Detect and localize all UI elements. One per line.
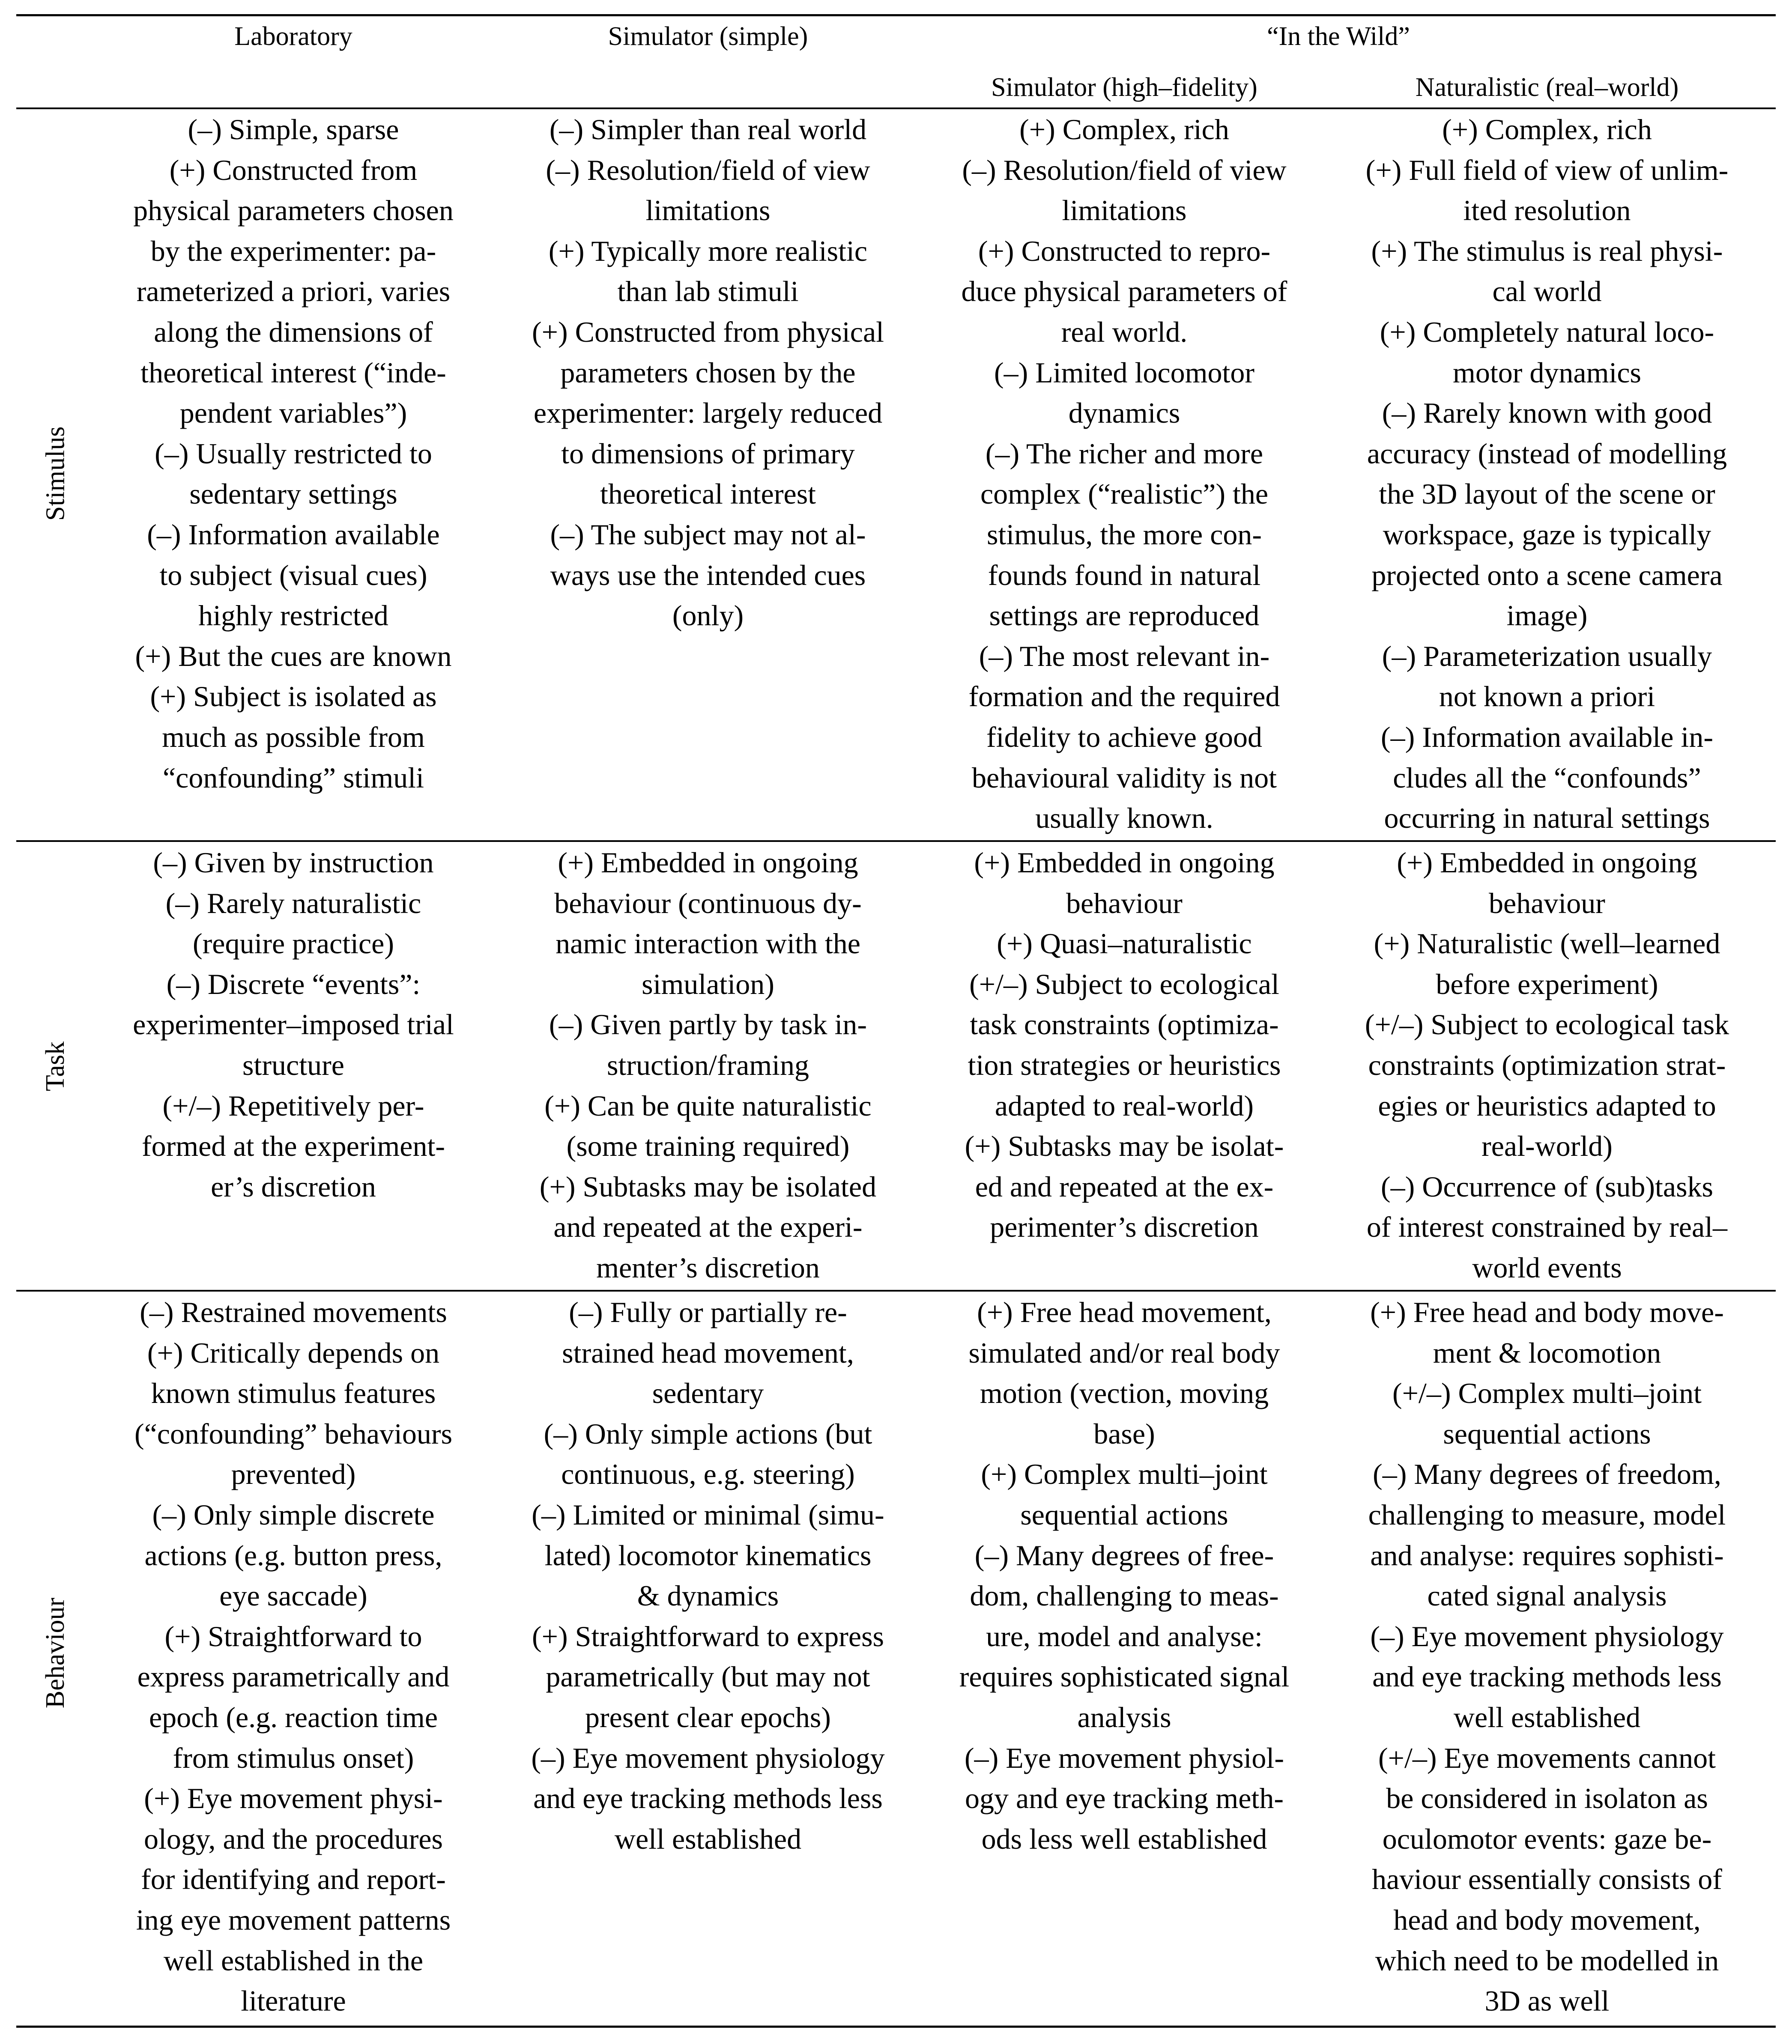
cell-line: sequential actions bbox=[1443, 1417, 1651, 1450]
cell-line: the 3D layout of the scene or bbox=[1379, 477, 1715, 510]
cell-line: base) bbox=[1093, 1417, 1155, 1450]
cell-line: (+) Free head and body move- bbox=[1370, 1296, 1724, 1328]
cell-line: ogy and eye tracking meth- bbox=[965, 1782, 1284, 1815]
cell-line: ods less well established bbox=[981, 1822, 1267, 1855]
cell-line: head and body movement, bbox=[1393, 1903, 1701, 1936]
cell-line: (+) Straightforward to express bbox=[532, 1620, 884, 1653]
cell-line: theoretical interest (“inde- bbox=[140, 356, 446, 389]
cell-line: (–) Eye movement physiology bbox=[1370, 1620, 1724, 1653]
cell-line: (–) Discrete “events”: bbox=[166, 967, 421, 1000]
cell-line: simulated and/or real body bbox=[968, 1336, 1280, 1369]
cell-line: duce physical parameters of bbox=[961, 275, 1287, 308]
cell-line: (–) Limited or minimal (simu- bbox=[532, 1498, 884, 1531]
cell-line: (+) Complex multi–joint bbox=[981, 1458, 1268, 1491]
cell-line: prevented) bbox=[231, 1458, 356, 1491]
bottom-rule bbox=[16, 2026, 1776, 2028]
cell-line: (only) bbox=[672, 599, 744, 632]
header-simulator-high-fidelity: Simulator (high–fidelity) bbox=[991, 73, 1257, 102]
cell-line: workspace, gaze is typically bbox=[1383, 518, 1711, 551]
cell-line: usually known. bbox=[1035, 802, 1213, 835]
cell-line: (+) Constructed to repro- bbox=[978, 234, 1271, 267]
cell-line: image) bbox=[1506, 599, 1588, 632]
cell-line: (–) Eye movement physiol- bbox=[965, 1741, 1284, 1774]
cell-line: experimenter: largely reduced bbox=[533, 397, 883, 430]
cell-line: highly restricted bbox=[198, 599, 388, 632]
cell-line: founds found in natural bbox=[988, 558, 1261, 591]
cell-line: than lab stimuli bbox=[617, 275, 799, 308]
cell-line: adapted to real-world) bbox=[995, 1089, 1254, 1122]
cell-line: fidelity to achieve good bbox=[986, 720, 1262, 753]
cell-line: rameterized a priori, varies bbox=[136, 275, 451, 308]
cell-line: (+/–) Eye movements cannot bbox=[1378, 1741, 1716, 1774]
stimulus-simulator-hf-cell bbox=[917, 109, 1332, 838]
cell-line: cated signal analysis bbox=[1427, 1579, 1667, 1612]
cell-line: dynamics bbox=[1068, 397, 1180, 430]
cell-line: ment & locomotion bbox=[1433, 1336, 1661, 1369]
cell-line: well established bbox=[1453, 1701, 1641, 1734]
cell-line: egies or heuristics adapted to bbox=[1378, 1089, 1716, 1122]
cell-line: for identifying and report- bbox=[141, 1863, 446, 1896]
cell-line: real-world) bbox=[1481, 1130, 1613, 1163]
cell-line: (+) Constructed from bbox=[169, 153, 418, 186]
cell-line: to subject (visual cues) bbox=[159, 558, 427, 591]
cell-line: continuous, e.g. steering) bbox=[561, 1458, 855, 1491]
cell-line: (+) Naturalistic (well–learned bbox=[1374, 927, 1720, 960]
cell-line: along the dimensions of bbox=[154, 315, 433, 348]
cell-line: known stimulus features bbox=[151, 1377, 436, 1410]
cell-line: (–) Usually restricted to bbox=[155, 437, 432, 470]
cell-line: simulation) bbox=[642, 967, 774, 1000]
cell-line: (+) But the cues are known bbox=[135, 639, 452, 672]
cell-line: (“confounding” behaviours bbox=[134, 1417, 453, 1450]
cell-line: well established bbox=[614, 1822, 802, 1855]
behaviour-simulator-hf-cell bbox=[917, 1292, 1332, 1859]
cell-line: (–) The most relevant in- bbox=[979, 639, 1270, 672]
cell-line: (+) Can be quite naturalistic bbox=[544, 1089, 872, 1122]
cell-line: of interest constrained by real– bbox=[1366, 1211, 1728, 1244]
cell-line: and eye tracking methods less bbox=[1372, 1660, 1722, 1693]
cell-line: parameters chosen by the bbox=[560, 356, 856, 389]
cell-line: (+/–) Repetitively per- bbox=[162, 1089, 424, 1122]
cell-line: (–) Information available bbox=[147, 518, 440, 551]
cell-line: stimulus, the more con- bbox=[986, 518, 1262, 551]
cell-line: (–) Eye movement physiology bbox=[531, 1741, 885, 1774]
cell-line: ure, model and analyse: bbox=[986, 1620, 1263, 1653]
cell-line: which need to be modelled in bbox=[1375, 1944, 1719, 1977]
cell-line: (–) Resolution/field of view bbox=[962, 153, 1287, 186]
cell-line: complex (“realistic”) the bbox=[980, 477, 1269, 510]
cell-line: (+) Embedded in ongoing bbox=[1397, 846, 1697, 879]
cell-line: limitations bbox=[645, 194, 771, 227]
cell-line: physical parameters chosen bbox=[133, 194, 454, 227]
cell-line: (–) Simpler than real world bbox=[549, 113, 867, 146]
cell-line: be considered in isolaton as bbox=[1386, 1782, 1708, 1815]
cell-line: (+) Completely natural loco- bbox=[1380, 315, 1714, 348]
cell-line: (+) Free head movement, bbox=[977, 1296, 1272, 1328]
cell-line: (–) Given by instruction bbox=[153, 846, 434, 879]
cell-line: (+) Complex, rich bbox=[1442, 113, 1652, 146]
behaviour-naturalistic-cell bbox=[1333, 1292, 1761, 2021]
cell-line: by the experimenter: pa- bbox=[150, 234, 436, 267]
cell-line: and eye tracking methods less bbox=[533, 1782, 883, 1815]
cell-line: sedentary settings bbox=[189, 477, 397, 510]
task-behaviour-rule bbox=[16, 1290, 1776, 1292]
cell-line: formation and the required bbox=[968, 680, 1280, 713]
cell-line: (–) Only simple actions (but bbox=[544, 1417, 872, 1450]
cell-line: (require practice) bbox=[193, 927, 394, 960]
cell-line: and analyse: requires sophisti- bbox=[1370, 1539, 1724, 1572]
cell-line: task constraints (optimiza- bbox=[970, 1008, 1279, 1041]
cell-line: (–) Occurrence of (sub)tasks bbox=[1381, 1170, 1713, 1203]
cell-line: (–) Many degrees of free- bbox=[974, 1539, 1274, 1572]
cell-line: projected onto a scene camera bbox=[1371, 558, 1723, 591]
stimulus-task-rule bbox=[16, 840, 1776, 842]
cell-line: structure bbox=[242, 1048, 344, 1081]
cell-line: (+) Subtasks may be isolat- bbox=[965, 1130, 1284, 1163]
cell-line: not known a priori bbox=[1439, 680, 1655, 713]
cell-line: world events bbox=[1472, 1251, 1622, 1284]
cell-line: present clear epochs) bbox=[585, 1701, 831, 1734]
cell-line: (–) The subject may not al- bbox=[550, 518, 866, 551]
cell-line: (–) Only simple discrete bbox=[152, 1498, 435, 1531]
cell-line: dom, challenging to meas- bbox=[970, 1579, 1279, 1612]
cell-line: (+) Typically more realistic bbox=[548, 234, 868, 267]
cell-line: behaviour bbox=[1489, 886, 1605, 919]
cell-line: (+) Embedded in ongoing bbox=[974, 846, 1275, 879]
cell-line: (–) Resolution/field of view bbox=[546, 153, 870, 186]
task-simulator-simple-cell bbox=[500, 842, 916, 1288]
cell-line: struction/framing bbox=[606, 1048, 809, 1081]
cell-line: (+) Eye movement physi- bbox=[144, 1782, 443, 1815]
cell-line: (+/–) Subject to ecological bbox=[969, 967, 1279, 1000]
cell-line: experimenter–imposed trial bbox=[133, 1008, 454, 1041]
cell-line: (+) The stimulus is real physi- bbox=[1371, 234, 1723, 267]
cell-line: requires sophisticated signal bbox=[959, 1660, 1290, 1693]
cell-line: (+) Complex, rich bbox=[1019, 113, 1229, 146]
cell-line: (–) Rarely naturalistic bbox=[165, 886, 421, 919]
task-simulator-hf-cell bbox=[917, 842, 1332, 1247]
cell-line: cal world bbox=[1492, 275, 1602, 308]
header-laboratory: Laboratory bbox=[234, 22, 352, 51]
cell-line: epoch (e.g. reaction time bbox=[149, 1701, 438, 1734]
cell-line: (–) Many degrees of freedom, bbox=[1373, 1458, 1721, 1491]
cell-line: occurring in natural settings bbox=[1384, 802, 1710, 835]
cell-line: from stimulus onset) bbox=[173, 1741, 414, 1774]
cell-line: express parametrically and bbox=[137, 1660, 450, 1693]
cell-line: (–) Simple, sparse bbox=[188, 113, 399, 146]
cell-line: & dynamics bbox=[637, 1579, 779, 1612]
cell-line: (+) Straightforward to bbox=[164, 1620, 422, 1653]
header-naturalistic: Naturalistic (real–world) bbox=[1415, 73, 1679, 102]
cell-line: ed and repeated at the ex- bbox=[975, 1170, 1274, 1203]
cell-line: formed at the experiment- bbox=[141, 1130, 445, 1163]
header-simulator-simple: Simulator (simple) bbox=[608, 22, 808, 51]
cell-line: (+/–) Subject to ecological task bbox=[1365, 1008, 1729, 1041]
cell-line: before experiment) bbox=[1436, 967, 1658, 1000]
cell-line: eye saccade) bbox=[219, 1579, 367, 1612]
cell-line: literature bbox=[241, 1984, 346, 2017]
cell-line: menter’s discretion bbox=[596, 1251, 820, 1284]
task-naturalistic-cell bbox=[1333, 842, 1761, 1288]
cell-line: parametrically (but may not bbox=[546, 1660, 870, 1693]
task-laboratory-cell bbox=[81, 842, 505, 1207]
cell-line: lated) locomotor kinematics bbox=[544, 1539, 872, 1572]
cell-line: haviour essentially consists of bbox=[1372, 1863, 1722, 1896]
cell-line: actions (e.g. button press, bbox=[144, 1539, 442, 1572]
cell-line: sequential actions bbox=[1020, 1498, 1228, 1531]
cell-line: motion (vection, moving bbox=[980, 1377, 1269, 1410]
cell-line: theoretical interest bbox=[600, 477, 816, 510]
cell-line: (–) Parameterization usually bbox=[1382, 639, 1712, 672]
cell-line: settings are reproduced bbox=[989, 599, 1260, 632]
cell-line: sedentary bbox=[652, 1377, 764, 1410]
cell-line: strained head movement, bbox=[562, 1336, 854, 1369]
cell-line: (–) Fully or partially re- bbox=[569, 1296, 847, 1328]
row-label-task: Task bbox=[41, 1041, 70, 1092]
row-label-stimulus: Stimulus bbox=[41, 426, 70, 521]
cell-line: “confounding” stimuli bbox=[162, 761, 424, 794]
cell-line: and repeated at the experi- bbox=[553, 1211, 863, 1244]
cell-line: cludes all the “confounds” bbox=[1393, 761, 1701, 794]
behaviour-simulator-simple-cell bbox=[500, 1292, 916, 1859]
header-in-the-wild: “In the Wild” bbox=[1267, 22, 1410, 51]
cell-line: perimenter’s discretion bbox=[990, 1211, 1259, 1244]
cell-line: motor dynamics bbox=[1452, 356, 1642, 389]
cell-line: ing eye movement patterns bbox=[136, 1903, 451, 1936]
cell-line: 3D as well bbox=[1484, 1984, 1610, 2017]
cell-line: (+) Quasi–naturalistic bbox=[997, 927, 1252, 960]
behaviour-laboratory-cell bbox=[81, 1292, 505, 2021]
cell-line: (+) Constructed from physical bbox=[532, 315, 884, 348]
cell-line: much as possible from bbox=[162, 720, 425, 753]
cell-line: (–) Information available in- bbox=[1380, 720, 1714, 753]
cell-line: er’s discretion bbox=[211, 1170, 376, 1203]
cell-line: (+) Full field of view of unlim- bbox=[1365, 153, 1729, 186]
stimulus-naturalistic-cell bbox=[1333, 109, 1761, 838]
cell-line: (–) Limited locomotor bbox=[994, 356, 1255, 389]
cell-line: (–) Restrained movements bbox=[140, 1296, 447, 1328]
cell-line: (some training required) bbox=[566, 1130, 850, 1163]
cell-line: ited resolution bbox=[1463, 194, 1631, 227]
cell-line: ways use the intended cues bbox=[550, 558, 866, 591]
cell-line: real world. bbox=[1061, 315, 1188, 348]
cell-line: accuracy (instead of modelling bbox=[1367, 437, 1727, 470]
cell-line: (+) Subtasks may be isolated bbox=[539, 1170, 877, 1203]
cell-line: behaviour bbox=[1066, 886, 1183, 919]
cell-line: (+/–) Complex multi–joint bbox=[1392, 1377, 1702, 1410]
cell-line: tion strategies or heuristics bbox=[968, 1048, 1281, 1081]
cell-line: well established in the bbox=[163, 1944, 424, 1977]
cell-line: namic interaction with the bbox=[556, 927, 860, 960]
cell-line: (+) Critically depends on bbox=[147, 1336, 440, 1369]
row-label-behaviour: Behaviour bbox=[41, 1597, 70, 1709]
stimulus-simulator-simple-cell bbox=[500, 109, 916, 636]
cell-line: (+) Embedded in ongoing bbox=[558, 846, 858, 879]
cell-line: analysis bbox=[1077, 1701, 1171, 1734]
cell-line: constraints (optimization strat- bbox=[1368, 1048, 1726, 1081]
cell-line: (–) The richer and more bbox=[985, 437, 1263, 470]
cell-line: challenging to measure, model bbox=[1368, 1498, 1726, 1531]
cell-line: pendent variables”) bbox=[179, 397, 407, 430]
cell-line: behaviour (continuous dy- bbox=[554, 886, 862, 919]
cell-line: ology, and the procedures bbox=[143, 1822, 443, 1855]
cell-line: (+) Subject is isolated as bbox=[150, 680, 437, 713]
cell-line: to dimensions of primary bbox=[561, 437, 855, 470]
cell-line: behavioural validity is not bbox=[972, 761, 1277, 794]
stimulus-laboratory-cell bbox=[81, 109, 505, 798]
cell-line: limitations bbox=[1062, 194, 1187, 227]
cell-line: (–) Given partly by task in- bbox=[549, 1008, 867, 1041]
cell-line: (–) Rarely known with good bbox=[1382, 397, 1712, 430]
cell-line: oculomotor events: gaze be- bbox=[1382, 1822, 1712, 1855]
